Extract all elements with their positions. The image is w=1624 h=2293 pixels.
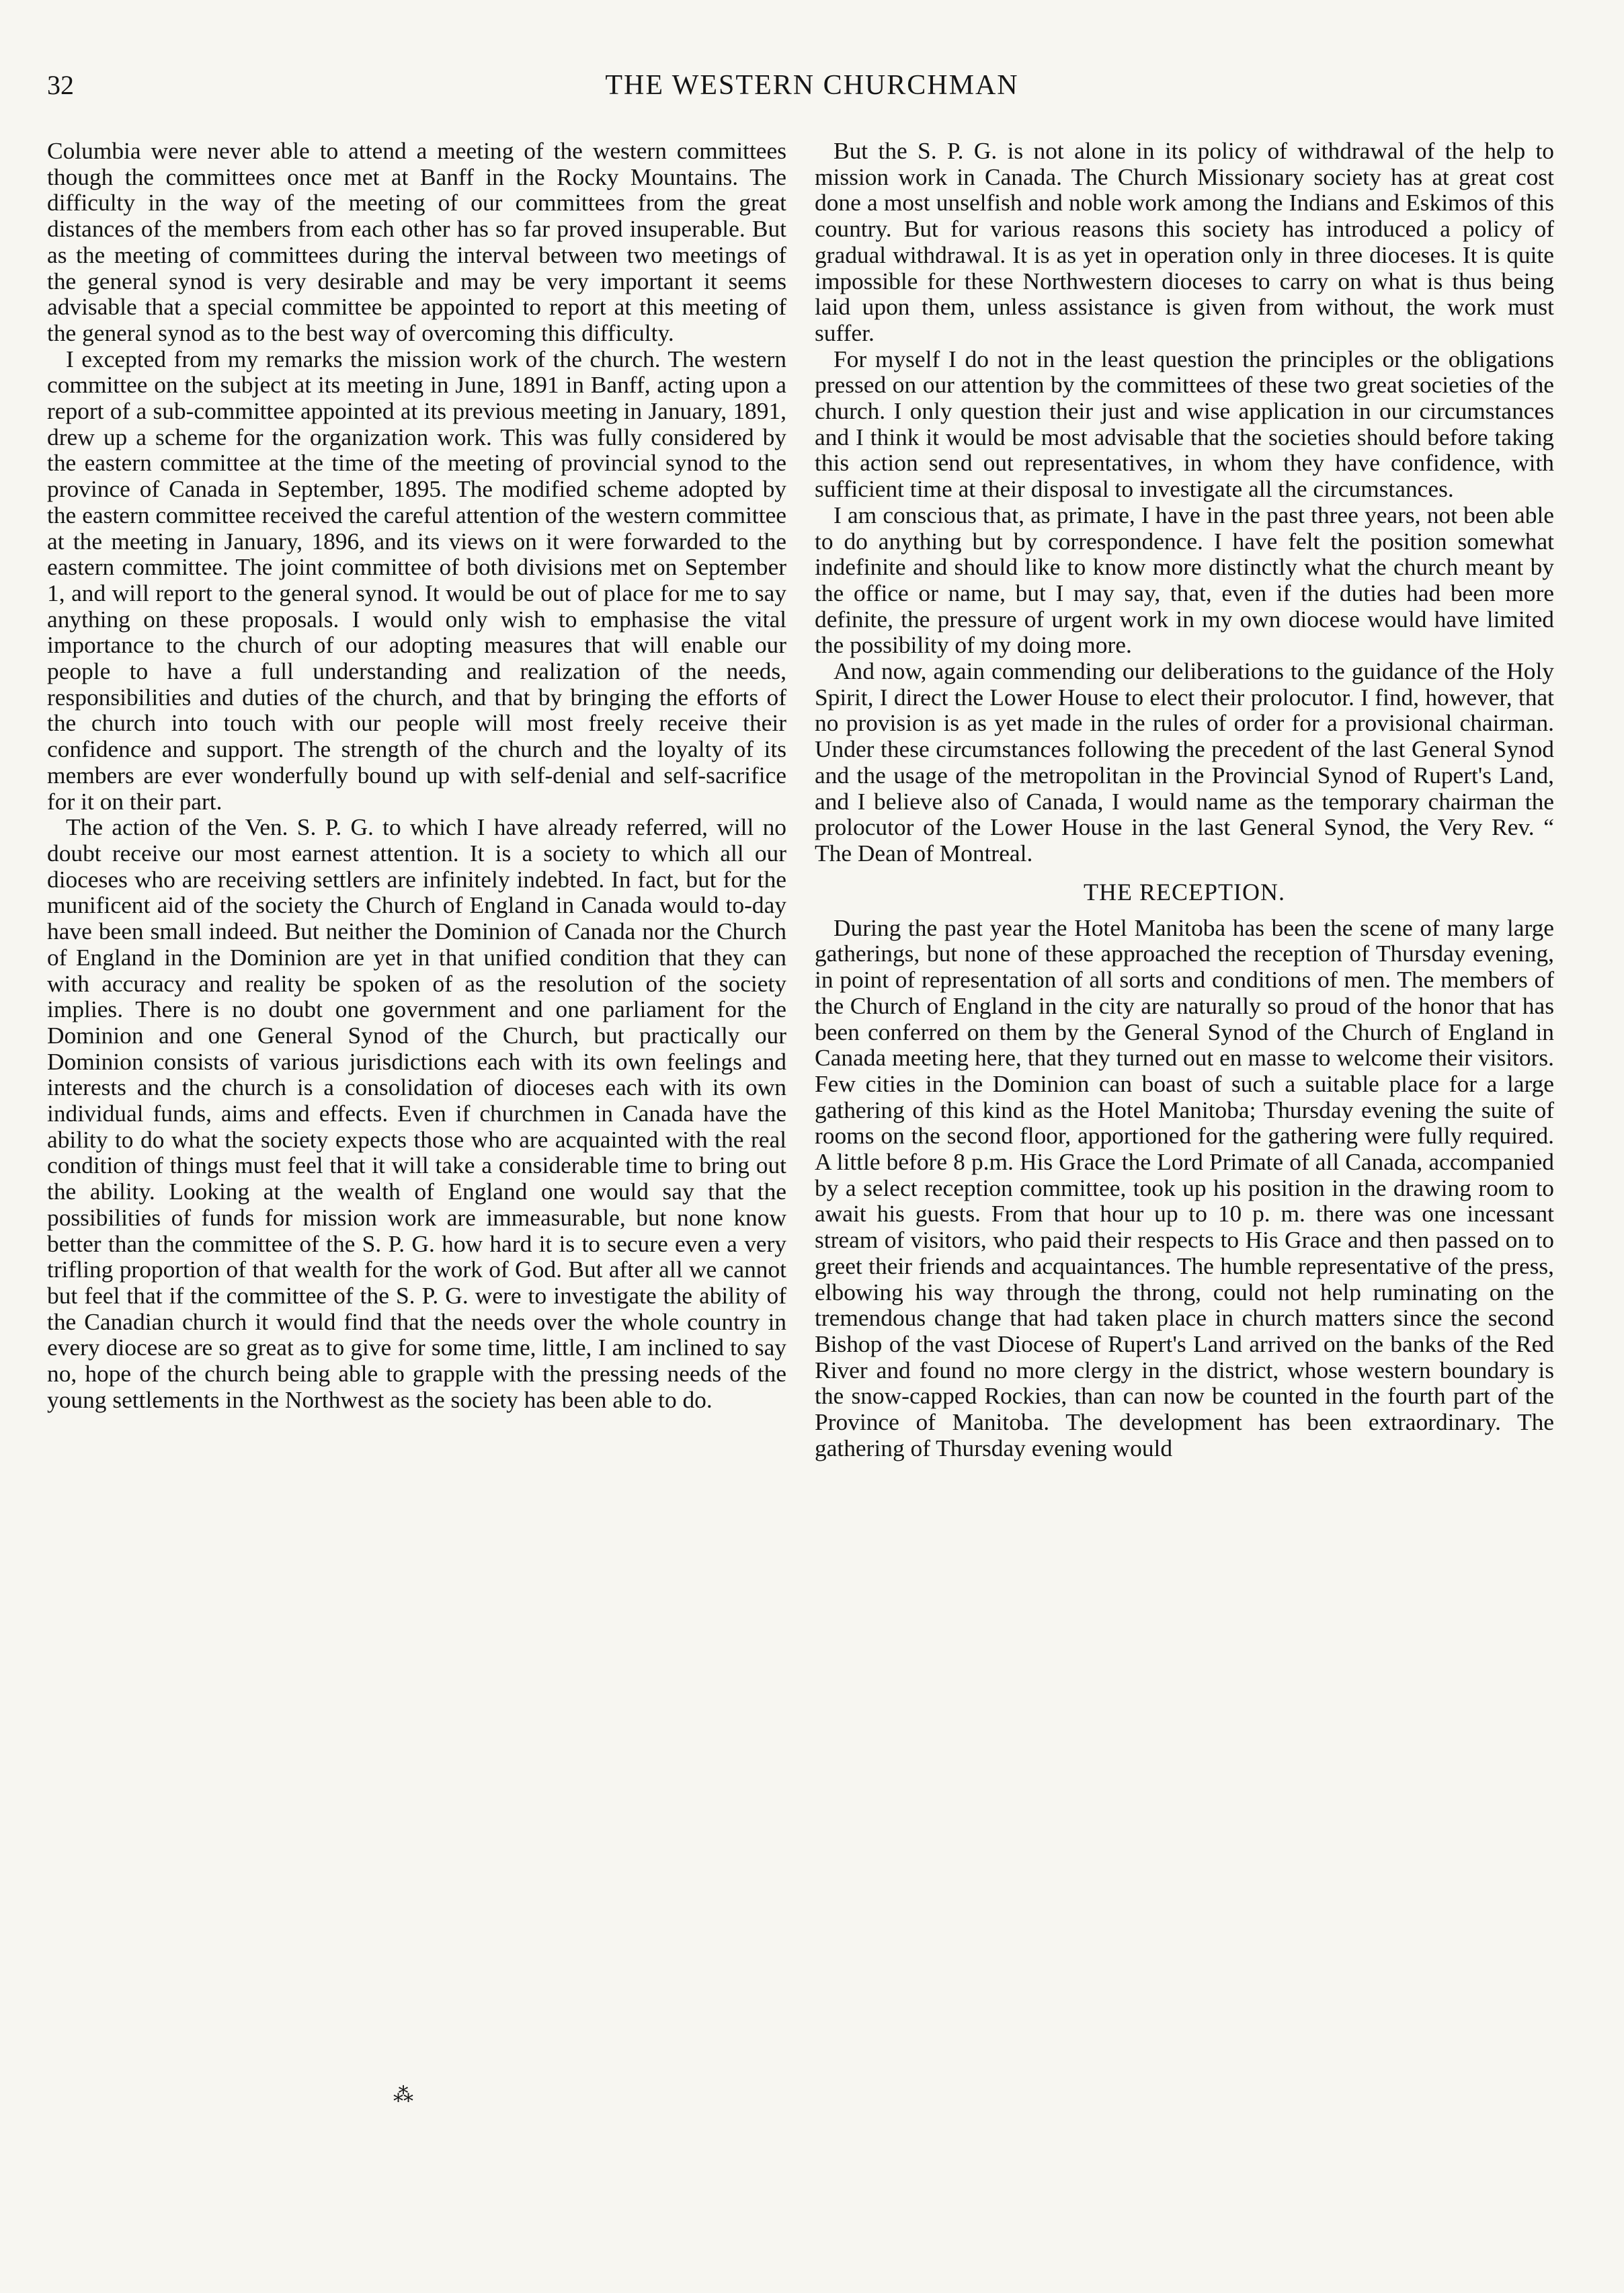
left-column — [47, 138, 786, 1412]
page-number: 32 — [47, 70, 74, 100]
right-paragraph-1: But the S. P. G. is not alone in its policy of withdrawal of the help to mission work in Canada. The Church Missionary society has at great cost done a most unselfish and noble work among the Indians and Eskimos of this country. But for various reasons this society has introduced a policy of gradual withdrawal. It is as yet in operation only in three dioceses. It is quite impossible for these Northwestern dioceses to carry on what is thus being laid upon them, unless assistance is given from without, the work must suffer. — [815, 137, 1554, 346]
left-paragraph-2: I excepted from my remarks the mission work of the church. The western committee on the subject at its meeting in June, 1891 in Banff, acting upon a report of a sub-committee appointed at its previous meeting in January, 1891, drew up a scheme for the organization work. This was fully considered by the eastern committee at the time of the meeting of provincial synod to the province of Canada in September, 1895. The modified scheme adopted by the eastern committee received the careful attention of the western committee at the meeting in January, 1896, and its views on it were forwarded to the eastern committee. The joint committee of both divisions met on September 1, and will report to the general synod. It would be out of place for me to say anything on these proposals. I would only wish to emphasise the vital importance to the church of our adopting measures that will enable our people to have a full understanding and realization of the needs, responsibilities and duties of the church, and that by bringing the efforts of the church into touch with our people will most freely receive their confidence and support. The strength of the church and the loyalty of its members are ever wonderfully bound up with self-denial and self-sacrifice for it on their part. — [47, 345, 786, 815]
right-paragraph-5: During the past year the Hotel Manitoba has been the scene of many large gatherings, but none of these approached the reception of Thursday evening, in point of representation of all sorts and conditions of men. The members of the Church of England in the city are naturally so proud of the honor that has been conferred on them by the General Synod of the Church of England in Canada meeting here, that they turned out en masse to welcome their visitors. Few cities in the Dominion can boast of such a suitable place for a large gathering of this kind as the Hotel Manitoba; Thursday evening the suite of rooms on the second floor, apportioned for the gathering were fully required. A little before 8 p.m. His Grace the Lord Primate of all Canada, accompanied by a select reception committee, took up his position in the drawing room to await his guests. From that hour up to 10 p. m. there was one incessant stream of visitors, who paid their respects to His Grace and then passed on to greet their friends and acquaintances. The humble representative of the press, elbowing his way through the throng, could not help ruminating on the tremendous change that had taken place in church matters since the second Bishop of the vast Diocese of Rupert's Land arrived on the banks of the Red River and found no more clergy in the district, whose western boundary is the snow-capped Rockies, than can now be counted in the fourth part of the Province of Manitoba. The development has been extraordinary. The gathering of Thursday evening would — [815, 914, 1554, 1461]
right-paragraph-2: For myself I do not in the least question the principles or the obligations pressed on our attention by the committees of these two great societies of the church. I only question their just and wise application in our circumstances and I think it would be most advisable that the societies should before taking this action send out representatives, in whom they have confidence, with sufficient time at their disposal to investigate all the circumstances. — [815, 345, 1554, 503]
left-paragraph-1: Columbia were never able to attend a meeting of the western committees though the committees once met at Banff in the Rocky Mountains. The difficulty in the way of the meeting of our committees from the great distances of the members from each other has so far proved insuperable. But as the meeting of committees during the interval between two meetings of the general synod is very desirable and may be very important it seems advisable that a special committee be appointed to report at this meeting of the general synod as to the best way of overcoming this difficulty. — [47, 137, 786, 346]
left-paragraph-3: The action of the Ven. S. P. G. to which I have already referred, will no doubt receive our most earnest attention. It is a society to which all our dioceses who are receiving settlers are infinitely indebted. In fact, but for the munificent aid of the society the Church of England in Canada would to-day have been small indeed. But neither the Dominion of Canada nor the Church of England in the Dominion are yet in that unified condition that they can with accuracy and reality be spoken of as the resolution of the society implies. There is no doubt one government and one parliament for the Dominion and one General Synod of the Church, but practically our Dominion consists of various jurisdictions each with its own feelings and interests and the church is a consolidation of dioceses each with its own individual funds, aims and effects. Even if churchmen in Canada have the ability to do what the society expects those who are acquainted with the real condition of things must feel that it will take a considerable time to bring out the ability. Looking at the wealth of England one would say that the possibilities of funds for mission work are immeasurable, but none know better than the committee of the S. P. G. how hard it is to secure even a very trifling proportion of that wealth for the work of God. But after all we cannot but feel that if the committee of the S. P. G. were to investigate the ability of the Canadian church it would find that the needs over the whole country in every diocese are so great as to give for some time, little, I am inclined to say no, hope of the church being able to grapple with the pressing needs of the young settlements in the Northwest as the society has been able to do. — [47, 813, 786, 1413]
right-paragraph-3: I am conscious that, as primate, I have in the past three years, not been able to do anything but by correspondence. I have felt the position somewhat indefinite and should like to know more distinctly what the church meant by the office or name, but I may say, that, even if the duties had been more definite, the pressure of urgent work in my own diocese would have limited the possibility of my doing more. — [815, 501, 1554, 659]
right-column — [815, 138, 1554, 1461]
right-paragraph-4: And now, again commending our deliberations to the guidance of the Holy Spirit, I direct the Lower House to elect their prolocutor. I find, however, that no provision is as yet made in the rules of order for a provisional chairman. Under these circumstances following the precedent of the last General Synod and the usage of the metropolitan in the Provincial Synod of Rupert's Land, and I believe also of Canada, I would name as the temporary chairman the prolocutor of the Lower House in the last General Synod, the Very Rev. “ The Dean of Montreal. — [815, 657, 1554, 867]
column-end-ornament: ⁂ — [393, 2084, 413, 2106]
section-heading-reception: THE RECEPTION. — [1084, 878, 1285, 906]
running-head-title: THE WESTERN CHURCHMAN — [605, 70, 1019, 101]
